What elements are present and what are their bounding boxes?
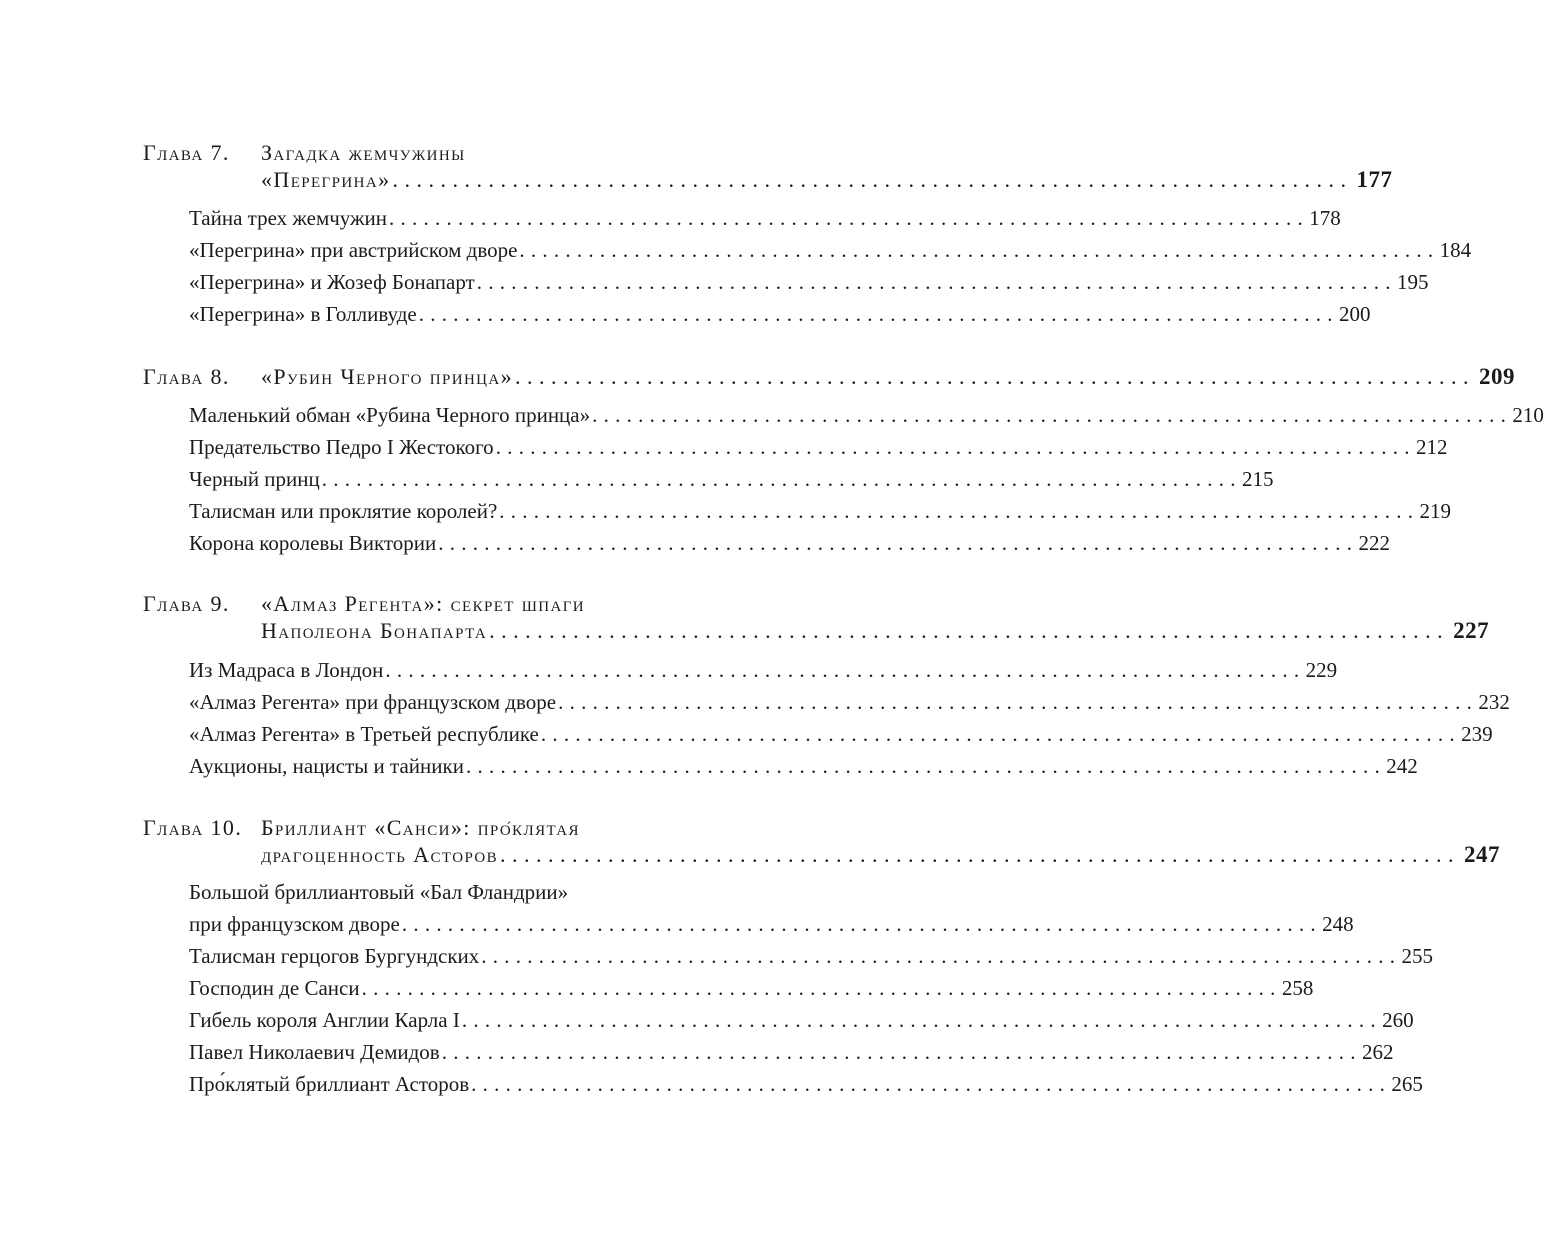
chapter-label: Глава 9. <box>143 591 230 616</box>
chapter-page-number[interactable]: 227 <box>1453 618 1490 643</box>
dot-leader: . . . . . . . . . . . . . . . . . . . . . . . . . . . . . . . . . . . . . . . . . . . . . . . . . . . . . . . . . . . . . . . . . . . . . . . . . . . . . . . . <box>392 167 1347 192</box>
toc-entry[interactable] <box>189 973 1314 1003</box>
dot-leader: . . . . . . . . . . . . . . . . . . . . . . . . . . . . . . . . . . . . . . . . . . . . . . . . . . . . . . . . . . . . . . . . . . . . . . . . . . . . . . . . <box>361 976 1276 1000</box>
entry-page: 200 <box>1338 302 1371 326</box>
dot-leader: . . . . . . . . . . . . . . . . . . . . . . . . . . . . . . . . . . . . . . . . . . . . . . . . . . . . . . . . . . . . . . . . . . . . . . . . . . . . . . . . <box>500 842 1455 867</box>
chapter-label: Глава 7. <box>143 140 230 165</box>
entry-title: «Перегрина» и Жозеф Бонапарт <box>189 270 475 294</box>
chapter-title-line1: Загадка жемчужины <box>261 140 466 165</box>
toc-entry[interactable] <box>189 432 1448 462</box>
toc-entry[interactable] <box>189 464 1274 494</box>
toc-entry[interactable] <box>189 751 1418 781</box>
toc-entry[interactable] <box>189 267 1429 297</box>
toc-entry[interactable] <box>189 528 1391 558</box>
dot-leader: . . . . . . . . . . . . . . . . . . . . . . . . . . . . . . . . . . . . . . . . . . . . . . . . . . . . . . . . . . . . . . . . . . . . . . . . . . . . . . . . <box>465 754 1381 778</box>
dot-leader: . . . . . . . . . . . . . . . . . . . . . . . . . . . . . . . . . . . . . . . . . . . . . . . . . . . . . . . . . . . . . . . . . . . . . . . . . . . . . . . . <box>389 206 1304 230</box>
dot-leader: . . . . . . . . . . . . . . . . . . . . . . . . . . . . . . . . . . . . . . . . . . . . . . . . . . . . . . . . . . . . . . . . . . . . . . . . . . . . . . . . <box>495 435 1410 459</box>
dot-leader: . . . . . . . . . . . . . . . . . . . . . . . . . . . . . . . . . . . . . . . . . . . . . . . . . . . . . . . . . . . . . . . . . . . . . . . . . . . . . . . . <box>476 270 1391 294</box>
dot-leader: . . . . . . . . . . . . . . . . . . . . . . . . . . . . . . . . . . . . . . . . . . . . . . . . . . . . . . . . . . . . . . . . . . . . . . . . . . . . . . . . <box>441 1040 1356 1064</box>
entry-page: 195 <box>1397 270 1429 294</box>
entry-page: 229 <box>1305 658 1338 682</box>
entry-page: 212 <box>1415 435 1448 459</box>
entry-title: Павел Николаевич Демидов <box>189 1040 440 1064</box>
toc-entry[interactable] <box>189 1005 1414 1035</box>
entry-page: 248 <box>1322 912 1354 936</box>
toc-entry[interactable] <box>189 655 1338 685</box>
entry-title: Гибель короля Англии Карла I <box>189 1008 460 1032</box>
chapter-title-line1: Бриллиант «Санси»: про́клятая <box>261 815 580 840</box>
dot-leader: . . . . . . . . . . . . . . . . . . . . . . . . . . . . . . . . . . . . . . . . . . . . . . . . . . . . . . . . . . . . . . . . . . . . . . . . . . . . . . . . <box>321 467 1237 491</box>
entry-title: Талисман герцогов Бургундских <box>189 944 480 968</box>
entry-title: Аукционы, нацисты и тайники <box>189 754 464 778</box>
chapter-page-number[interactable]: 177 <box>1356 167 1393 192</box>
toc-entry-first-line[interactable]: Большой бриллиантовый «Бал Фландрии» <box>189 880 569 904</box>
entry-title: при французском дворе <box>189 912 400 936</box>
chapter-title-text: Наполеона Бонапарта <box>261 618 488 643</box>
chapter-title-line2 <box>261 616 1490 646</box>
toc-entry[interactable] <box>189 719 1493 749</box>
entry-page: 260 <box>1382 1008 1414 1032</box>
chapter-title-line1: «Алмаз Регента»: секрет шпаги <box>261 591 586 616</box>
dot-leader: . . . . . . . . . . . . . . . . . . . . . . . . . . . . . . . . . . . . . . . . . . . . . . . . . . . . . . . . . . . . . . . . . . . . . . . . . . . . . . . . <box>558 690 1473 714</box>
entry-page: 232 <box>1478 690 1510 714</box>
entry-title: «Перегрина» при австрийском дворе <box>189 238 518 262</box>
chapter-label: Глава 10. <box>143 815 243 840</box>
toc-entry[interactable] <box>189 1069 1423 1099</box>
chapter-title-text: «Перегрина» <box>261 167 391 192</box>
entry-page: 255 <box>1401 944 1434 968</box>
dot-leader: . . . . . . . . . . . . . . . . . . . . . . . . . . . . . . . . . . . . . . . . . . . . . . . . . . . . . . . . . . . . . . . . . . . . . . . . . . . . . . . . <box>515 364 1470 389</box>
dot-leader: . . . . . . . . . . . . . . . . . . . . . . . . . . . . . . . . . . . . . . . . . . . . . . . . . . . . . . . . . . . . . . . . . . . . . . . . . . . . . . . . <box>418 302 1333 326</box>
toc-entry[interactable] <box>189 299 1371 329</box>
entry-page: 219 <box>1419 499 1452 523</box>
dot-leader: . . . . . . . . . . . . . . . . . . . . . . . . . . . . . . . . . . . . . . . . . . . . . . . . . . . . . . . . . . . . . . . . . . . . . . . . . . . . . . . . <box>499 499 1414 523</box>
entry-page: 262 <box>1361 1040 1394 1064</box>
entry-title: Тайна трех жемчужин <box>189 206 388 230</box>
entry-title: Талисман или проклятие королей? <box>189 499 498 523</box>
entry-page: 242 <box>1386 754 1418 778</box>
entry-title: Маленький обман «Рубина Черного принца» <box>189 403 591 427</box>
entry-title: «Перегрина» в Голливуде <box>189 302 417 326</box>
chapter-title-line2 <box>261 840 1501 870</box>
entry-title: Про́клятый бриллиант Асторов <box>189 1072 470 1096</box>
entry-title: «Алмаз Регента» в Третьей республике <box>189 722 539 746</box>
entry-page: 184 <box>1439 238 1472 262</box>
entry-page: 258 <box>1281 976 1314 1000</box>
chapter-title-text: драгоценность Асторов <box>261 842 499 867</box>
dot-leader: . . . . . . . . . . . . . . . . . . . . . . . . . . . . . . . . . . . . . . . . . . . . . . . . . . . . . . . . . . . . . . . . . . . . . . . . . . . . . . . . <box>438 531 1353 555</box>
chapter-title-line1 <box>261 362 1516 392</box>
toc-entry[interactable] <box>189 203 1341 233</box>
dot-leader: . . . . . . . . . . . . . . . . . . . . . . . . . . . . . . . . . . . . . . . . . . . . . . . . . . . . . . . . . . . . . . . . . . . . . . . . . . . . . . . . <box>461 1008 1377 1032</box>
toc-entry[interactable] <box>189 235 1472 265</box>
toc-entry[interactable] <box>189 1037 1394 1067</box>
toc-entry[interactable] <box>189 400 1544 430</box>
dot-leader: . . . . . . . . . . . . . . . . . . . . . . . . . . . . . . . . . . . . . . . . . . . . . . . . . . . . . . . . . . . . . . . . . . . . . . . . . . . . . . . . <box>489 618 1444 643</box>
dot-leader: . . . . . . . . . . . . . . . . . . . . . . . . . . . . . . . . . . . . . . . . . . . . . . . . . . . . . . . . . . . . . . . . . . . . . . . . . . . . . . . . <box>540 722 1456 746</box>
chapter-page-number[interactable]: 247 <box>1464 842 1501 867</box>
toc-entry[interactable] <box>189 941 1434 971</box>
entry-title: Черный принц <box>189 467 320 491</box>
entry-page: 265 <box>1391 1072 1423 1096</box>
toc-entry[interactable] <box>189 496 1452 526</box>
entry-page: 215 <box>1242 467 1274 491</box>
dot-leader: . . . . . . . . . . . . . . . . . . . . . . . . . . . . . . . . . . . . . . . . . . . . . . . . . . . . . . . . . . . . . . . . . . . . . . . . . . . . . . . . <box>401 912 1317 936</box>
chapter-title-line2 <box>261 165 1393 195</box>
entry-page: 210 <box>1512 403 1544 427</box>
toc-entry[interactable] <box>189 909 1354 939</box>
dot-leader: . . . . . . . . . . . . . . . . . . . . . . . . . . . . . . . . . . . . . . . . . . . . . . . . . . . . . . . . . . . . . . . . . . . . . . . . . . . . . . . . <box>481 944 1396 968</box>
entry-page: 222 <box>1358 531 1391 555</box>
dot-leader: . . . . . . . . . . . . . . . . . . . . . . . . . . . . . . . . . . . . . . . . . . . . . . . . . . . . . . . . . . . . . . . . . . . . . . . . . . . . . . . . <box>592 403 1507 427</box>
entry-title: Господин де Санси <box>189 976 360 1000</box>
chapter-label: Глава 8. <box>143 364 230 389</box>
entry-title: Корона королевы Виктории <box>189 531 437 555</box>
toc-entry[interactable] <box>189 687 1510 717</box>
dot-leader: . . . . . . . . . . . . . . . . . . . . . . . . . . . . . . . . . . . . . . . . . . . . . . . . . . . . . . . . . . . . . . . . . . . . . . . . . . . . . . . . <box>385 658 1300 682</box>
chapter-title-text: «Рубин Черного принца» <box>261 364 514 389</box>
entry-title: Из Мадраса в Лондон <box>189 658 384 682</box>
dot-leader: . . . . . . . . . . . . . . . . . . . . . . . . . . . . . . . . . . . . . . . . . . . . . . . . . . . . . . . . . . . . . . . . . . . . . . . . . . . . . . . . <box>471 1072 1386 1096</box>
entry-page: 239 <box>1461 722 1493 746</box>
entry-page: 178 <box>1309 206 1341 230</box>
chapter-page-number[interactable]: 209 <box>1479 364 1516 389</box>
entry-title: Предательство Педро I Жестокого <box>189 435 494 459</box>
dot-leader: . . . . . . . . . . . . . . . . . . . . . . . . . . . . . . . . . . . . . . . . . . . . . . . . . . . . . . . . . . . . . . . . . . . . . . . . . . . . . . . . <box>519 238 1434 262</box>
entry-title: «Алмаз Регента» при французском дворе <box>189 690 557 714</box>
